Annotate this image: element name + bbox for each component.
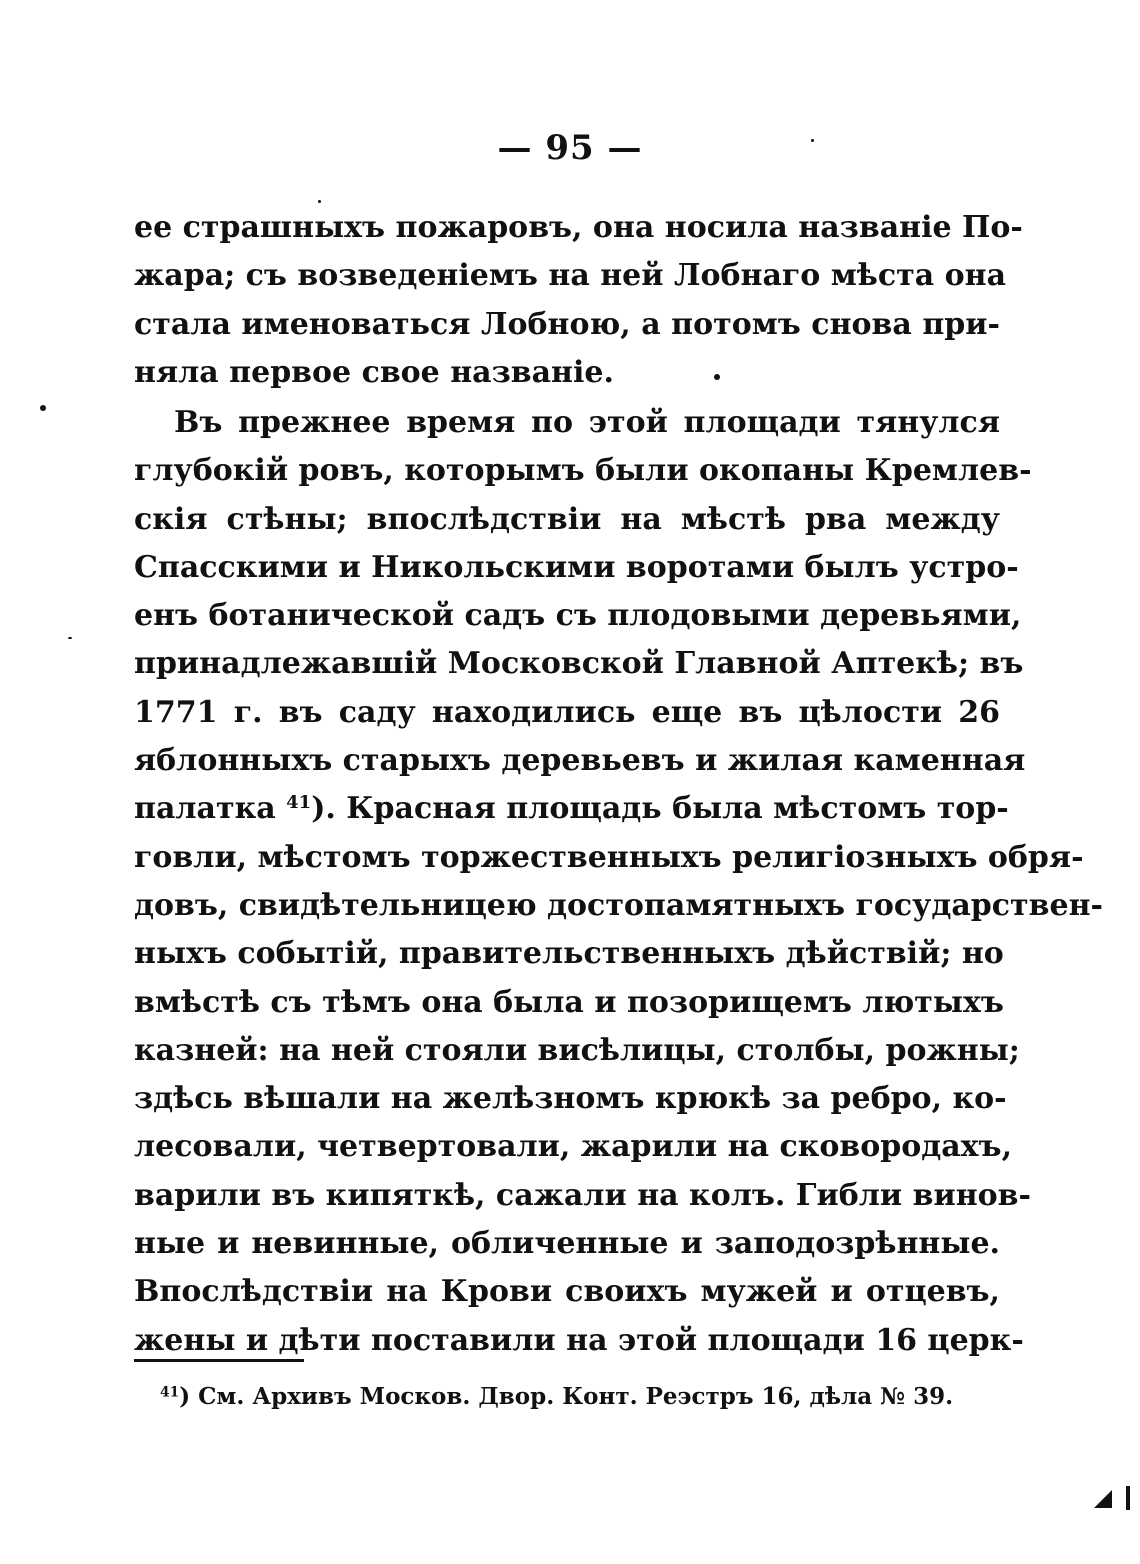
text-line: жены и дѣти поставили на этой площади 16 церк- [134,1322,1024,1358]
text-line: принадлежавшій Московской Главной Аптекѣ; въ [134,646,1024,682]
text-line: довъ, свидѣтельницею достопамятныхъ государствен- [134,887,1103,923]
footnote-number: 41 [160,1384,180,1401]
text-line: Спасскими и Никольскими воротами былъ устро- [134,549,1019,585]
text-line: Впослѣдствіи на Крови своихъ мужей и отцевъ, [134,1274,1000,1310]
paragraph-2 [134,399,1103,1365]
page-number: — 95 — [497,128,643,168]
paragraph-1 [134,204,1023,397]
text-segment: ). Красная площадь была мѣстомъ тор- [311,791,1009,827]
text-line: яблонныхъ старыхъ деревьевъ и жилая каменная [134,743,1026,779]
scan-speck [68,637,72,639]
scan-speck [40,405,46,411]
text-line: ные и невинные, обличенные и заподозрѣнные. [134,1226,1000,1262]
text-line: енъ ботанической садъ съ плодовыми деревьями, [134,598,1022,634]
scan-corner-mark [1094,1486,1134,1510]
text-line: Въ прежнее время по этой площади тянулся [174,405,1000,440]
scan-speck [318,200,321,203]
text-line: няла первое свое названіе. [134,354,614,390]
footnote-text: ) См. Архивъ Москов. Двор. Конт. Реэстръ 16, дѣла № 39. [179,1383,954,1410]
text-line-with-footnote-ref [134,785,1009,833]
text-line: стала именоваться Лобною, а потомъ снова при- [134,306,1000,342]
text-segment: палатка [134,791,287,827]
text-line: варили въ кипяткѣ, сажали на колъ. Гибли винов- [134,1177,1031,1213]
text-line: скія стѣны; впослѣдствіи на мѣстѣ рва между [134,501,1000,537]
text-line: лесовали, четвертовали, жарили на сковородахъ, [134,1129,1013,1165]
footnote-separator [134,1359,304,1362]
text-line: казней: на ней стояли висѣлицы, столбы, рожны; [134,1032,1020,1068]
text-line: говли, мѣстомъ торжественныхъ религіозныхъ обря- [134,839,1084,875]
footnote-reference: 41 [286,792,312,814]
text-line: ее страшныхъ пожаровъ, она носила названіе По- [134,210,1023,245]
text-line: жара; съ возведеніемъ на ней Лобнаго мѣста она [134,258,1007,294]
text-line: вмѣстѣ съ тѣмъ она была и позорищемъ лютыхъ [134,984,1004,1020]
scan-speck [811,139,814,142]
scan-speck [714,374,720,380]
text-line: 1771 г. въ саду находились еще въ цѣлости 26 [134,694,1000,730]
text-line: глубокій ровъ, которымъ были окопаны Кремлев- [134,453,1032,489]
text-line: здѣсь вѣшали на желѣзномъ крюкѣ за ребро, ко- [134,1081,1007,1117]
footnote [160,1383,990,1410]
text-line: ныхъ событій, правительственныхъ дѣйствій; но [134,936,1004,972]
